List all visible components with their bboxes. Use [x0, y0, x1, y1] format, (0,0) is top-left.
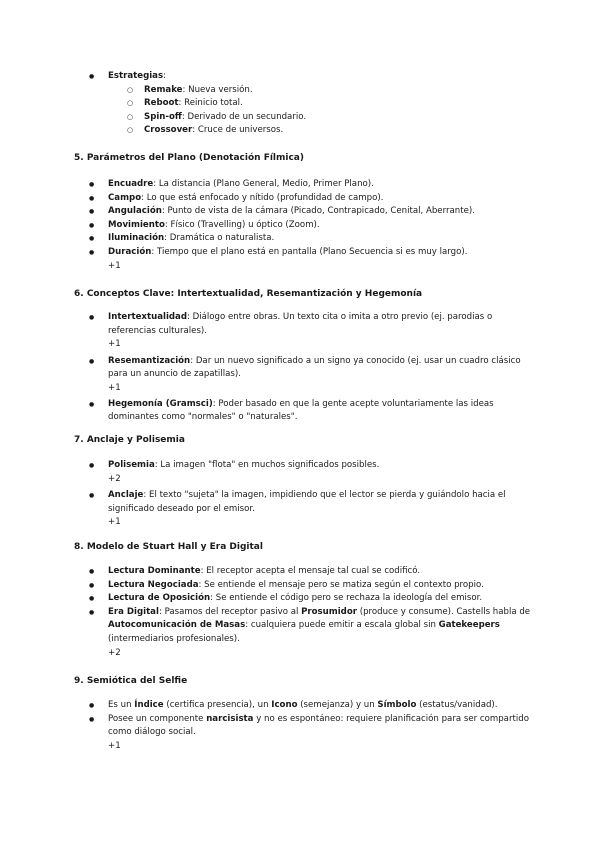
definition: : Punto de vista de la cámara (Picado, Contrapicado, Cenital, Aberrante). — [161, 206, 475, 217]
definition: : Nueva versión. — [182, 84, 253, 95]
text-run: (semejanza) y un — [297, 700, 378, 710]
list-item — [0, 459, 540, 486]
vote-count: +2 — [108, 473, 121, 484]
list-item — [0, 178, 540, 192]
term: Campo — [108, 192, 142, 203]
section-5-list — [0, 178, 600, 273]
term: Duración — [108, 246, 152, 257]
bold-term: Símbolo — [377, 700, 417, 710]
text-run: y no es espontáneo: requiere planificación para ser compartido como diálogo social. — [108, 713, 529, 738]
bold-term: Gatekeepers — [438, 620, 500, 631]
term: Movimiento — [108, 219, 165, 230]
definition: : El texto "sujeta" la imagen, impidiendo que el lector se pierda y guiándolo hacia el significado deseado por el emisor. — [108, 490, 506, 514]
section-7-list — [0, 459, 600, 530]
section-heading: 7. Anclaje y Polisemia — [74, 435, 185, 445]
term: Era Digital — [108, 606, 159, 617]
term: Polisemia — [108, 460, 155, 470]
term: Spin-off — [144, 111, 182, 122]
definition: : Poder basado en que la gente acepte voluntariamente las ideas dominantes como "normales" o "naturales". — [108, 398, 494, 423]
strategies-label: Estrategias — [108, 71, 164, 81]
list-item — [0, 111, 600, 125]
term: Iluminación — [108, 233, 165, 244]
text-run: Es un — [108, 700, 135, 710]
list-item — [0, 579, 540, 593]
definition: : Diálogo entre obras. Un texto cita o imita a otro previo (ej. parodias o referencias culturales). — [108, 312, 493, 336]
section-6-list — [0, 311, 600, 425]
list-item — [0, 124, 600, 138]
definition: : Derivado de un secundario. — [181, 111, 307, 122]
list-item — [0, 232, 540, 246]
text-run: (certifica presencia), un — [163, 700, 272, 710]
list-item — [0, 489, 540, 530]
list-item — [0, 606, 540, 660]
definition: : Cruce de universos. — [192, 125, 284, 136]
section-heading: 9. Semiótica del Selfie — [74, 676, 188, 686]
term: Intertextualidad — [108, 312, 187, 322]
text-run: : cualquiera puede emitir a escala global sin — [245, 620, 439, 631]
vote-count: +2 — [108, 647, 121, 658]
bold-term: Icono — [271, 700, 298, 710]
definition: : El receptor acepta el mensaje tal cual se codificó. — [200, 566, 421, 576]
vote-count: +1 — [108, 339, 121, 350]
bold-term: Autocomunicación de Masas — [108, 620, 246, 631]
list-item — [0, 97, 600, 111]
vote-count: +1 — [108, 260, 121, 271]
text-run: (produce y consume). Castells habla de — [356, 606, 531, 617]
term: Resemantización — [108, 355, 191, 366]
term: Anclaje — [108, 490, 144, 501]
list-item: ● Estrategias: — [0, 70, 540, 84]
bold-term: narcisista — [206, 713, 254, 724]
vote-count: +1 — [108, 517, 121, 528]
term: Remake — [144, 84, 183, 95]
vote-count: +1 — [108, 740, 121, 751]
term: Angulación — [108, 206, 162, 217]
section-heading: 8. Modelo de Stuart Hall y Era Digital — [74, 542, 263, 552]
text-run: : Pasamos del receptor pasivo al — [158, 606, 302, 617]
term: Lectura Negociada — [108, 579, 199, 590]
definition: : Físico (Travelling) u óptico (Zoom). — [164, 219, 320, 230]
strategies-block — [0, 70, 600, 138]
definition: : La imagen "flota" en muchos significados posibles. — [154, 460, 380, 470]
text-run: Posee un componente — [108, 713, 207, 724]
section-9-list — [0, 699, 600, 753]
list-item — [0, 246, 540, 273]
list-item — [0, 205, 540, 219]
list-item — [0, 192, 540, 206]
term: Encuadre — [108, 179, 154, 189]
bold-term: Índice — [134, 700, 164, 710]
section-heading: 5. Parámetros del Plano (Denotación Fílmica) — [74, 153, 304, 163]
definition: : Lo que está enfocado y nítido (profundidad de campo). — [141, 192, 384, 203]
list-item — [0, 398, 540, 425]
term: Crossover — [144, 125, 193, 136]
definition: : Dar un nuevo significado a un signo ya conocido (ej. usar un cuadro clásico para un anuncio de zapatillas). — [108, 355, 521, 380]
definition: : Reinicio total. — [178, 98, 243, 109]
list-item — [0, 592, 540, 606]
list-item — [0, 84, 600, 98]
definition: : Se entiende el mensaje pero se matiza según el contexto propio. — [198, 579, 484, 590]
vote-count: +1 — [108, 382, 121, 393]
bold-term: Prosumidor — [301, 606, 357, 617]
term: Lectura Dominante — [108, 566, 201, 576]
list-item — [0, 355, 540, 396]
term: Lectura de Oposición — [108, 593, 211, 604]
list-item — [0, 699, 540, 713]
definition: : Se entiende el código pero se rechaza la ideología del emisor. — [210, 593, 483, 604]
list-item — [0, 565, 540, 579]
text-run: (intermediarios profesionales). — [108, 633, 240, 644]
section-heading: 6. Conceptos Clave: Intertextualidad, Resemantización y Hegemonía — [74, 289, 423, 299]
text-run: (estatus/vanidad). — [416, 700, 498, 710]
list-item — [0, 311, 540, 352]
term: Reboot — [144, 98, 179, 109]
list-item — [0, 219, 540, 233]
definition: : Dramática o naturalista. — [164, 233, 275, 244]
list-item — [0, 713, 540, 754]
term: Hegemonía (Gramsci) — [108, 398, 213, 409]
section-8-list — [0, 565, 600, 660]
definition: : La distancia (Plano General, Medio, Primer Plano). — [153, 179, 374, 189]
definition: : Tiempo que el plano está en pantalla (Plano Secuencia si es muy largo). — [151, 246, 468, 257]
